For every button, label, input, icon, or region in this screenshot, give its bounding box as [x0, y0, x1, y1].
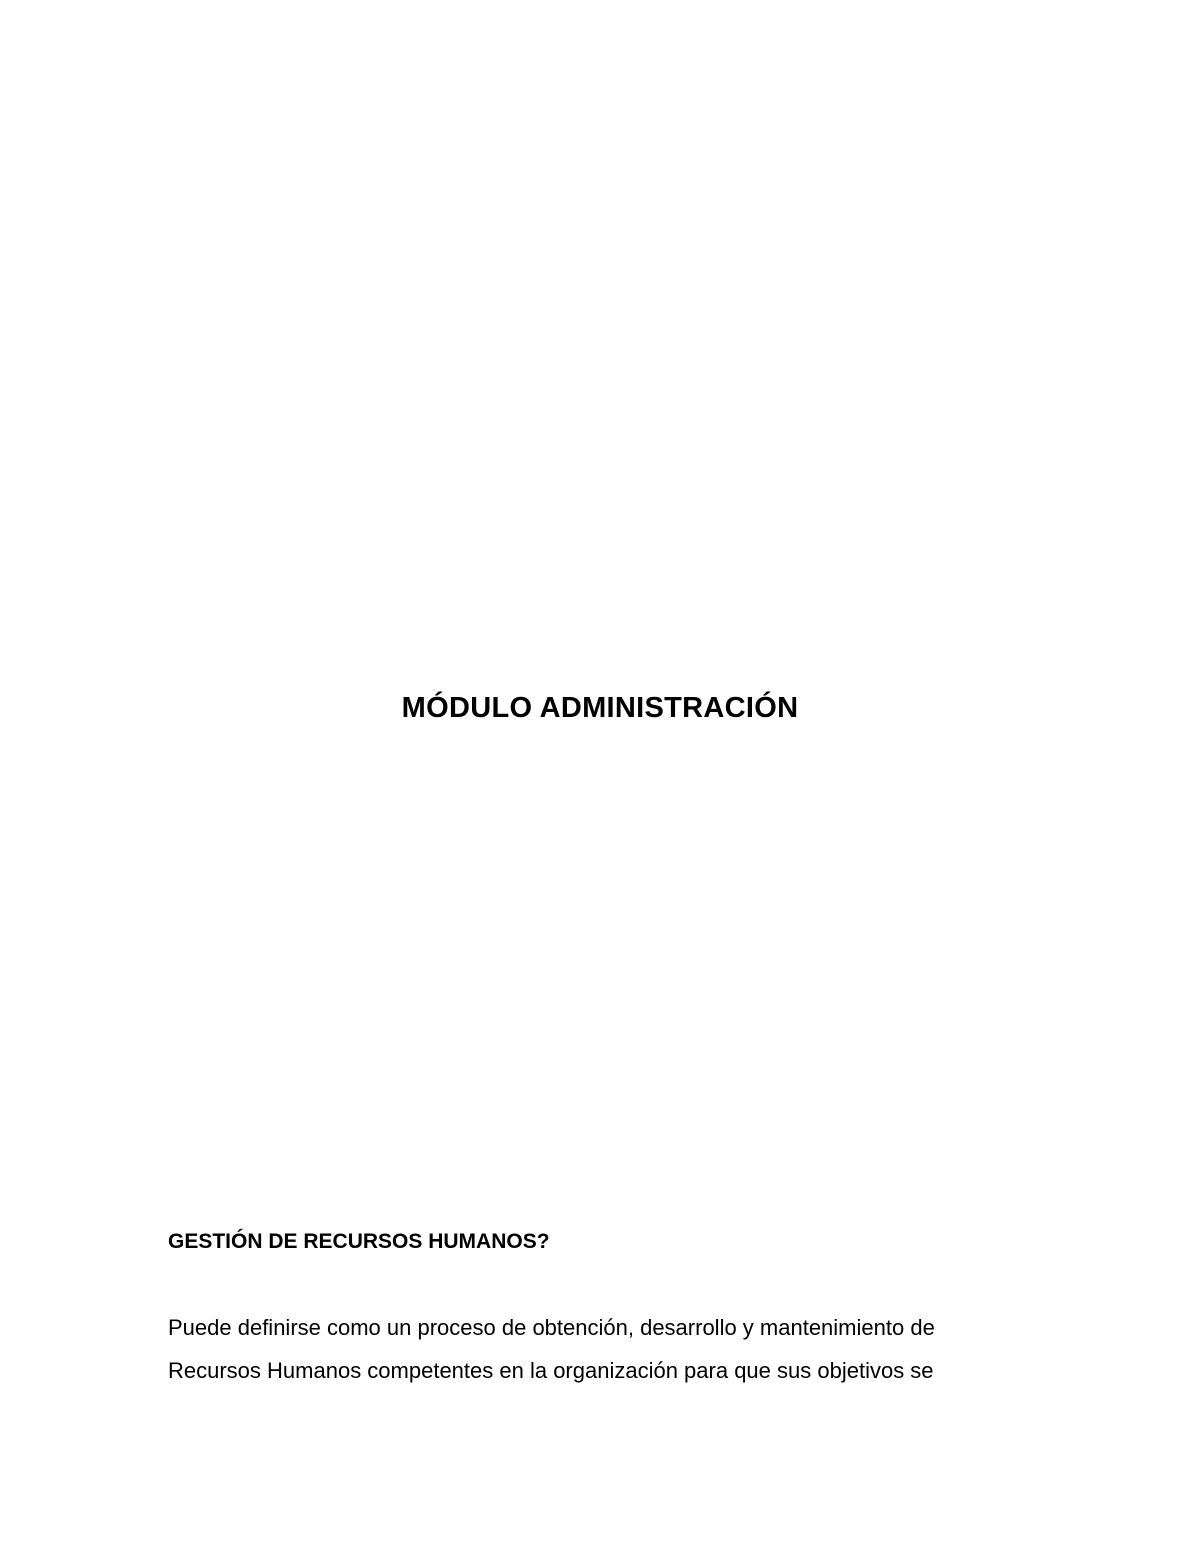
module-title: MÓDULO ADMINISTRACIÓN — [401, 692, 799, 724]
body-paragraph — [168, 1306, 1028, 1392]
section-heading: GESTIÓN DE RECURSOS HUMANOS? — [168, 1230, 550, 1253]
paragraph-line: Recursos Humanos competentes en la organización para que sus objetivos se — [168, 1358, 934, 1383]
paragraph-line: Puede definirse como un proceso de obtención, desarrollo y mantenimiento de — [168, 1315, 935, 1340]
